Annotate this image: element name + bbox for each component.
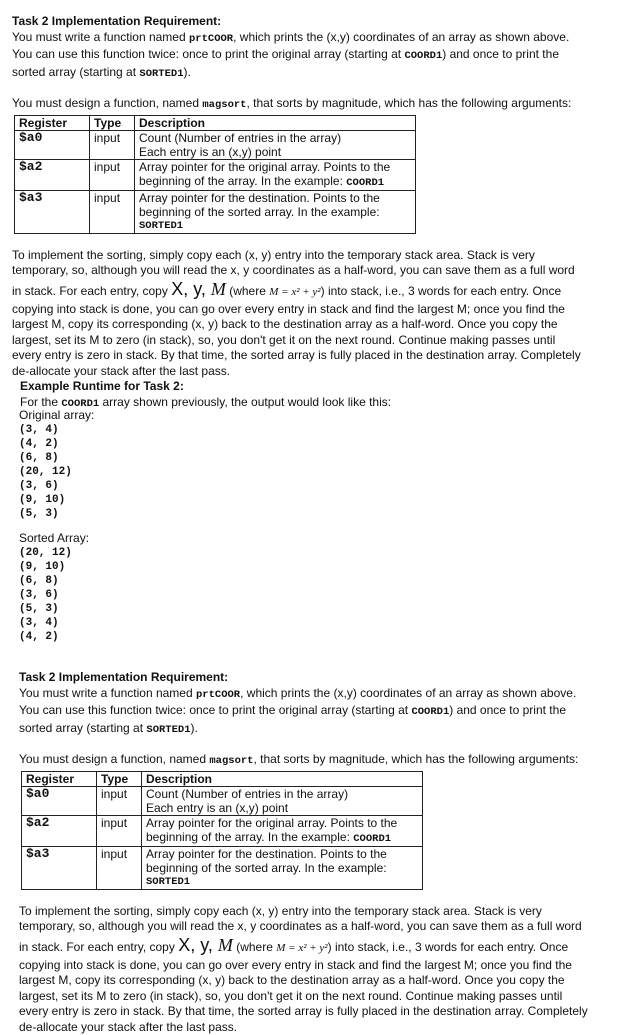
task-title: Task 2 Implementation Requirement: — [19, 670, 615, 686]
type-cell: input — [97, 786, 142, 815]
para-line: de-allocate your stack after the last pass. — [19, 1020, 615, 1035]
header-register: Register — [15, 115, 90, 130]
para-line: every entry is zero in stack. By that time, the sorted array is fully placed in the destination array. Completely — [12, 348, 608, 364]
example-intro — [20, 395, 608, 413]
text: sorted array (starting at — [12, 65, 139, 79]
text: beginning of the array. In the example: — [139, 174, 346, 188]
requirement-line-3 — [12, 65, 608, 83]
var-y: y, — [193, 279, 211, 299]
desc-line — [146, 830, 418, 846]
text: ). — [191, 721, 198, 735]
table-row — [15, 130, 416, 159]
requirement-line-2 — [19, 703, 615, 721]
header-description: Description — [142, 771, 423, 786]
list-item: (9, 10) — [19, 493, 94, 507]
task-section-2 — [19, 670, 615, 1035]
code-label: COORD1 — [411, 706, 449, 718]
list-item: (4, 2) — [19, 437, 94, 451]
table-row — [15, 159, 416, 190]
var-x: X, — [178, 935, 200, 955]
desc-line: beginning of the sorted array. In the example: — [139, 205, 411, 219]
requirement-line-1 — [12, 30, 608, 48]
type-cell: input — [90, 130, 135, 159]
para-line: To implement the sorting, simply copy each (x, y) entry into the temporary stack area. Stack is very — [12, 248, 608, 264]
sorted-label: Sorted Array: — [19, 531, 89, 546]
table-header-row — [15, 115, 416, 130]
list-item: (20, 12) — [19, 546, 89, 560]
para-line: temporary, so, although you will read the x, y coordinates as a half-word, you can save them as a full word — [12, 263, 608, 279]
text: For the — [20, 395, 61, 409]
type-cell: input — [90, 159, 135, 190]
para-line: largest M, copy its corresponding (x, y) back to the destination array as a half-word. Once you copy the — [12, 317, 608, 333]
text: in stack. For each entry, copy — [12, 284, 171, 298]
arguments-table — [14, 115, 416, 234]
description-cell — [142, 815, 423, 846]
text: beginning of the array. In the example: — [146, 830, 353, 844]
text: ) and once to print the — [442, 47, 559, 61]
register-cell: $a2 — [15, 159, 90, 190]
table-row — [15, 190, 416, 233]
design-line — [12, 96, 608, 114]
var-m: M — [211, 279, 226, 299]
para-line: To implement the sorting, simply copy each (x, y) entry into the temporary stack area. Stack is very — [19, 904, 615, 920]
text: , that sorts by magnitude, which has the following arguments: — [246, 96, 571, 110]
desc-line: Each entry is an (x,y) point — [139, 145, 411, 159]
desc-line: Each entry is an (x,y) point — [146, 801, 418, 815]
text: You must design a function, named — [19, 752, 209, 766]
text: You must write a function named — [12, 30, 189, 44]
requirement-line-2 — [12, 47, 608, 65]
code-label: SORTED1 — [139, 219, 411, 233]
type-cell: input — [97, 846, 142, 889]
list-item: (3, 6) — [19, 588, 89, 602]
table-row — [22, 815, 423, 846]
code-label: COORD1 — [404, 50, 442, 62]
desc-line: Array pointer for the original array. Points to the — [146, 816, 418, 830]
register-cell: $a2 — [22, 815, 97, 846]
list-item: (3, 4) — [19, 616, 89, 630]
text: ) into stack, i.e., 3 words for each entry. Once — [321, 284, 562, 298]
table-header-row — [22, 771, 423, 786]
text: ) into stack, i.e., 3 words for each entry. Once — [328, 940, 569, 954]
description-cell — [142, 846, 423, 889]
para-line: largest M, copy its corresponding (x, y) back to the destination array as a half-word. Once you copy the — [19, 973, 615, 989]
register-cell: $a3 — [15, 190, 90, 233]
list-item: (3, 6) — [19, 479, 94, 493]
para-line: temporary, so, although you will read the x, y coordinates as a half-word, you can save them as a full word — [19, 919, 615, 935]
list-item: (5, 3) — [19, 507, 94, 521]
formula: M = x² + y² — [276, 942, 327, 954]
text: array shown previously, the output would look like this: — [99, 395, 391, 409]
formula: M = x² + y² — [269, 286, 320, 298]
list-item: (5, 3) — [19, 602, 89, 616]
list-item: (20, 12) — [19, 465, 94, 479]
text: You can use this function twice: once to print the original array (starting at — [12, 47, 404, 61]
code-label: COORD1 — [346, 177, 384, 189]
sorted-output — [19, 531, 89, 644]
code-label: SORTED1 — [146, 724, 190, 736]
desc-line: Array pointer for the destination. Points to the — [146, 847, 418, 861]
text: You can use this function twice: once to print the original array (starting at — [19, 703, 411, 717]
code-label: COORD1 — [61, 398, 99, 410]
list-item: (4, 2) — [19, 630, 89, 644]
para-line: largest, set its M to zero (in stack), so, you don't get it on the next round. Continue making passes until — [19, 989, 615, 1005]
text: , that sorts by magnitude, which has the following arguments: — [253, 752, 578, 766]
register-cell: $a3 — [22, 846, 97, 889]
list-item: (6, 8) — [19, 574, 89, 588]
code-label: SORTED1 — [139, 68, 183, 80]
code-label: SORTED1 — [146, 875, 418, 889]
text: ). — [184, 65, 191, 79]
text: You must design a function, named — [12, 96, 202, 110]
text: sorted array (starting at — [19, 721, 146, 735]
function-name: magsort — [202, 99, 246, 111]
desc-line: Count (Number of entries in the array) — [139, 131, 411, 145]
var-x: X, — [171, 279, 193, 299]
header-register: Register — [22, 771, 97, 786]
var-m: M — [218, 935, 233, 955]
original-label: Original array: — [19, 408, 94, 423]
para-line — [12, 279, 608, 302]
text: ) and once to print the — [449, 703, 566, 717]
function-name: prtCOOR — [196, 689, 240, 701]
desc-line: Array pointer for the destination. Points to the — [139, 191, 411, 205]
header-type: Type — [97, 771, 142, 786]
para-line — [19, 935, 615, 958]
type-cell: input — [97, 815, 142, 846]
para-line: copying into stack is done, you can go over every entry in stack and find the largest M; once you find the — [12, 302, 608, 318]
function-name: prtCOOR — [189, 33, 233, 45]
design-line — [19, 752, 615, 770]
para-line: largest, set its M to zero (in stack), so, you don't get it on the next round. Continue making passes until — [12, 333, 608, 349]
text: , which prints the (x,y) coordinates of an array as shown above. — [240, 686, 576, 700]
description-cell — [135, 130, 416, 159]
para-line: de-allocate your stack after the last pass. — [12, 364, 608, 380]
register-cell: $a0 — [22, 786, 97, 815]
para-line: copying into stack is done, you can go over every entry in stack and find the largest M; once you find the — [19, 958, 615, 974]
para-line: every entry is zero in stack. By that time, the sorted array is fully placed in the destination array. Completely — [19, 1004, 615, 1020]
code-label: COORD1 — [353, 833, 391, 845]
requirement-line-3 — [19, 721, 615, 739]
header-description: Description — [135, 115, 416, 130]
requirement-line-1 — [19, 686, 615, 704]
task-section-1 — [12, 14, 608, 412]
arguments-table — [21, 771, 423, 890]
desc-line: Count (Number of entries in the array) — [146, 787, 418, 801]
header-type: Type — [90, 115, 135, 130]
desc-line: beginning of the sorted array. In the example: — [146, 861, 418, 875]
original-output — [19, 408, 94, 521]
table-row — [22, 846, 423, 889]
desc-line — [139, 174, 411, 190]
var-y: y, — [200, 935, 218, 955]
list-item: (3, 4) — [19, 423, 94, 437]
function-name: magsort — [209, 755, 253, 767]
description-cell — [142, 786, 423, 815]
task-title: Task 2 Implementation Requirement: — [12, 14, 608, 30]
example-title: Example Runtime for Task 2: — [20, 379, 608, 395]
list-item: (6, 8) — [19, 451, 94, 465]
text: in stack. For each entry, copy — [19, 940, 178, 954]
table-row — [22, 786, 423, 815]
register-cell: $a0 — [15, 130, 90, 159]
implementation-paragraph — [19, 904, 615, 1035]
list-item: (9, 10) — [19, 560, 89, 574]
text: You must write a function named — [19, 686, 196, 700]
text: (where — [233, 940, 276, 954]
text: (where — [226, 284, 269, 298]
description-cell — [135, 159, 416, 190]
description-cell — [135, 190, 416, 233]
implementation-paragraph — [12, 248, 608, 380]
desc-line: Array pointer for the original array. Points to the — [139, 160, 411, 174]
text: , which prints the (x,y) coordinates of an array as shown above. — [233, 30, 569, 44]
type-cell: input — [90, 190, 135, 233]
